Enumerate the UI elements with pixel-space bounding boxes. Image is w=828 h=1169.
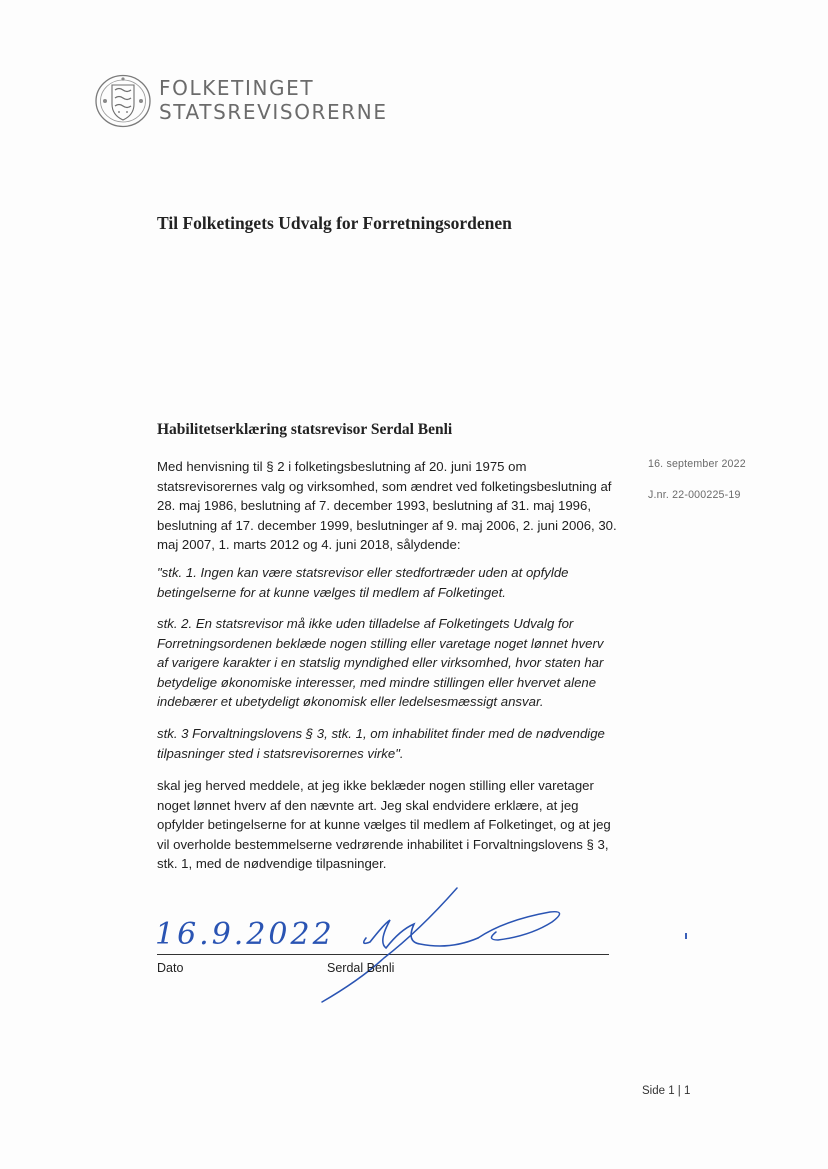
journal-number: J.nr. 22-000225-19 [648, 489, 741, 501]
handwritten-signature [300, 880, 570, 1010]
quote-stk2: stk. 2. En statsrevisor må ikke uden tilladelse af Folketingets Udvalg for Forretningsordenen beklæde nogen stilling eller varetage noget lønnet hverv af varigere karakter i en statslig myndighed eller virksomhed, hvor staten har betydelige økonomiske interesser, med mindre stillingen eller hvervet alene indebærer et ubetydeligt økonomisk eller ledelsesmæssigt ansvar. [157, 616, 604, 710]
handwritten-date: 16.9.2022 [155, 917, 335, 952]
org-name-line1: FOLKETINGET [159, 76, 315, 100]
signer-name-label: Serdal Benli [327, 961, 395, 975]
subject-heading: Habilitetserklæring statsrevisor Serdal Benli [157, 421, 453, 438]
document-date: 16. september 2022 [648, 458, 746, 470]
coat-of-arms-icon [94, 74, 152, 128]
intro-paragraph: Med henvisning til § 2 i folketingsbeslutning af 20. juni 1975 om statsrevisorernes valg og virksomhed, som ændret ved folketingsbeslutning af 28. maj 1986, beslutning af 7. december 1993, beslutning af 31. maj 1996, beslutning af 17. december 1999, beslutninger af 9. maj 2006, 2. juni 2006, 30. maj 2007, 1. marts 2012 og 4. juni 2018, sålydende: [157, 459, 617, 553]
page-number: Side 1 | 1 [642, 1085, 691, 1097]
recipient-heading: Til Folketingets Udvalg for Forretningsordenen [157, 213, 512, 233]
quote-stk3: stk. 3 Forvaltningslovens § 3, stk. 1, om inhabilitet finder med de nødvendige tilpasninger sted i statsrevisorernes virke". [157, 726, 605, 761]
declaration-paragraph: skal jeg herved meddele, at jeg ikke beklæder nogen stilling eller varetager noget lønnet hverv af den nævnte art. Jeg skal endvidere erklære, at jeg opfylder betingelserne for at kunne vælges til medlem af Folketinget, og at jeg vil overholde bestemmelserne vedrørende inhabilitet i Forvaltningslovens § 3, stk. 1, med de nødvendige tilpasninger. [157, 778, 611, 872]
org-name-line2: STATSREVISORERNE [159, 100, 388, 124]
quote-stk1: "stk. 1. Ingen kan være statsrevisor eller stedfortræder uden at opfylde betingelserne for at kunne vælges til medlem af Folketinget. [157, 565, 569, 600]
date-label: Dato [157, 961, 184, 975]
stray-mark [685, 933, 687, 939]
